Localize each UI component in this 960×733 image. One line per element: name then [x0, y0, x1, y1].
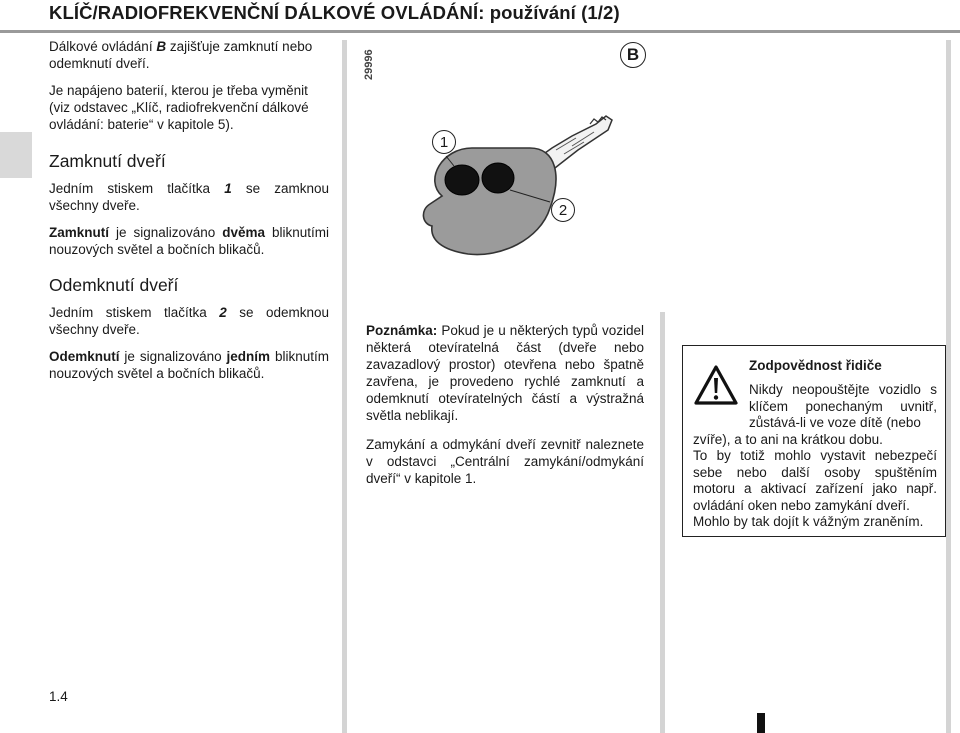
unlock-strong: Odemknutí [49, 349, 120, 364]
lock-text: Jedním stiskem tlačítka [49, 181, 225, 196]
column-separator-right [946, 40, 951, 733]
intro-text: zajišťuje zamknutí nebo odemknutí dveří. [49, 39, 313, 71]
unlock-section [49, 304, 329, 392]
key-remote-drawing [350, 40, 666, 312]
page-title-main: KLÍČ/RADIOFREKVENČNÍ DÁLKOVÉ OVLÁDÁNÍ: používání [49, 2, 576, 23]
figure-label-b: B [620, 42, 646, 68]
button-ref-2: 2 [219, 305, 227, 320]
note-label: Poznámka: [366, 323, 438, 338]
note-paragraph-1 [366, 322, 644, 424]
intro-paragraph-2: Je napájeno baterií, kterou je třeba vyměnit (viz odstavec „Klíč, radiofrekvenční dálkové ovládání: baterie“ v kapitole 5). [49, 83, 309, 132]
button-ref-1: 1 [224, 181, 232, 196]
key-head [423, 148, 556, 255]
lock-text: bliknutími nouzových světel a bočních blikačů. [49, 225, 329, 257]
lock-button [445, 165, 479, 195]
unlock-text: se odemknou všechny dveře. [49, 305, 330, 337]
lock-section [49, 180, 329, 268]
remote-label-b: B [156, 39, 167, 54]
warning-text-2: To by totiž mohlo vystavit nebezpečí sebe nebo další osoby spuštěním motoru a aktivací zařízení jako např. ovládání oken nebo zamykání dveří. [693, 448, 937, 513]
page-title-suffix: (1/2) [575, 2, 620, 23]
page-corner-mark [757, 713, 765, 733]
note-paragraph-2: Zamykání a odmykání dveří zevnitř naleznete v odstavci „Centrální zamykání/odmykání dveří“ v kapitole 1. [366, 437, 644, 486]
unlock-text: je signalizováno [119, 349, 227, 364]
unlock-strong: jedním [226, 349, 271, 364]
unlock-text: bliknutím nouzových světel a bočních blikačů. [49, 349, 329, 381]
lock-paragraph-1 [49, 180, 329, 214]
page-title [49, 2, 929, 24]
lock-text: se zamknou všechny dveře. [49, 181, 329, 213]
lock-strong: Zamknutí [49, 225, 110, 240]
page-number: 1.4 [49, 689, 68, 704]
warning-text-3: Mohlo by tak dojít k vážným zraněním. [693, 514, 924, 529]
intro-paragraph-1 [49, 38, 331, 72]
warning-box [682, 345, 946, 537]
chapter-tab-marker [0, 132, 32, 178]
intro-section [49, 38, 331, 143]
intro-text: Dálkové ovládání [49, 39, 157, 54]
title-rule [0, 30, 960, 33]
unlock-text: Jedním stiskem tlačítka [49, 305, 220, 320]
lock-heading: Zamknutí dveří [49, 151, 166, 171]
note-text: Pokud je u některých typů vozidel některá otevíratelná část (dveře nebo zavazadlový prostor) otevřena nebo špatně zavřena, je provedeno rychlé zamknutí a odemknutí otevíratelných částí a výstražná světla neblikají. [366, 323, 644, 423]
note-section [366, 322, 644, 499]
key-illustration [350, 40, 666, 312]
figure-code: 29996 [363, 49, 375, 80]
warning-text-indented: Nikdy neopouštějte vozidlo s klíčem ponechaným uvnitř, zůstává-li ve voze dítě (nebo [749, 382, 937, 430]
warning-title: Zodpovědnost řidiče [749, 358, 882, 373]
warning-text-continued: zvíře), a to ani na krátkou dobu. [693, 431, 883, 447]
warning-body [693, 382, 937, 531]
unlock-heading: Odemknutí dveří [49, 275, 179, 295]
unlock-button [482, 163, 514, 193]
unlock-paragraph-1 [49, 304, 329, 338]
unlock-paragraph-2 [49, 348, 329, 382]
lock-text: je signalizováno [109, 225, 223, 240]
figure-callout-2: 2 [551, 198, 575, 222]
lock-paragraph-2 [49, 224, 329, 258]
lock-strong: dvěma [222, 225, 265, 240]
figure-callout-1: 1 [432, 130, 456, 154]
column-separator-left [342, 40, 347, 733]
